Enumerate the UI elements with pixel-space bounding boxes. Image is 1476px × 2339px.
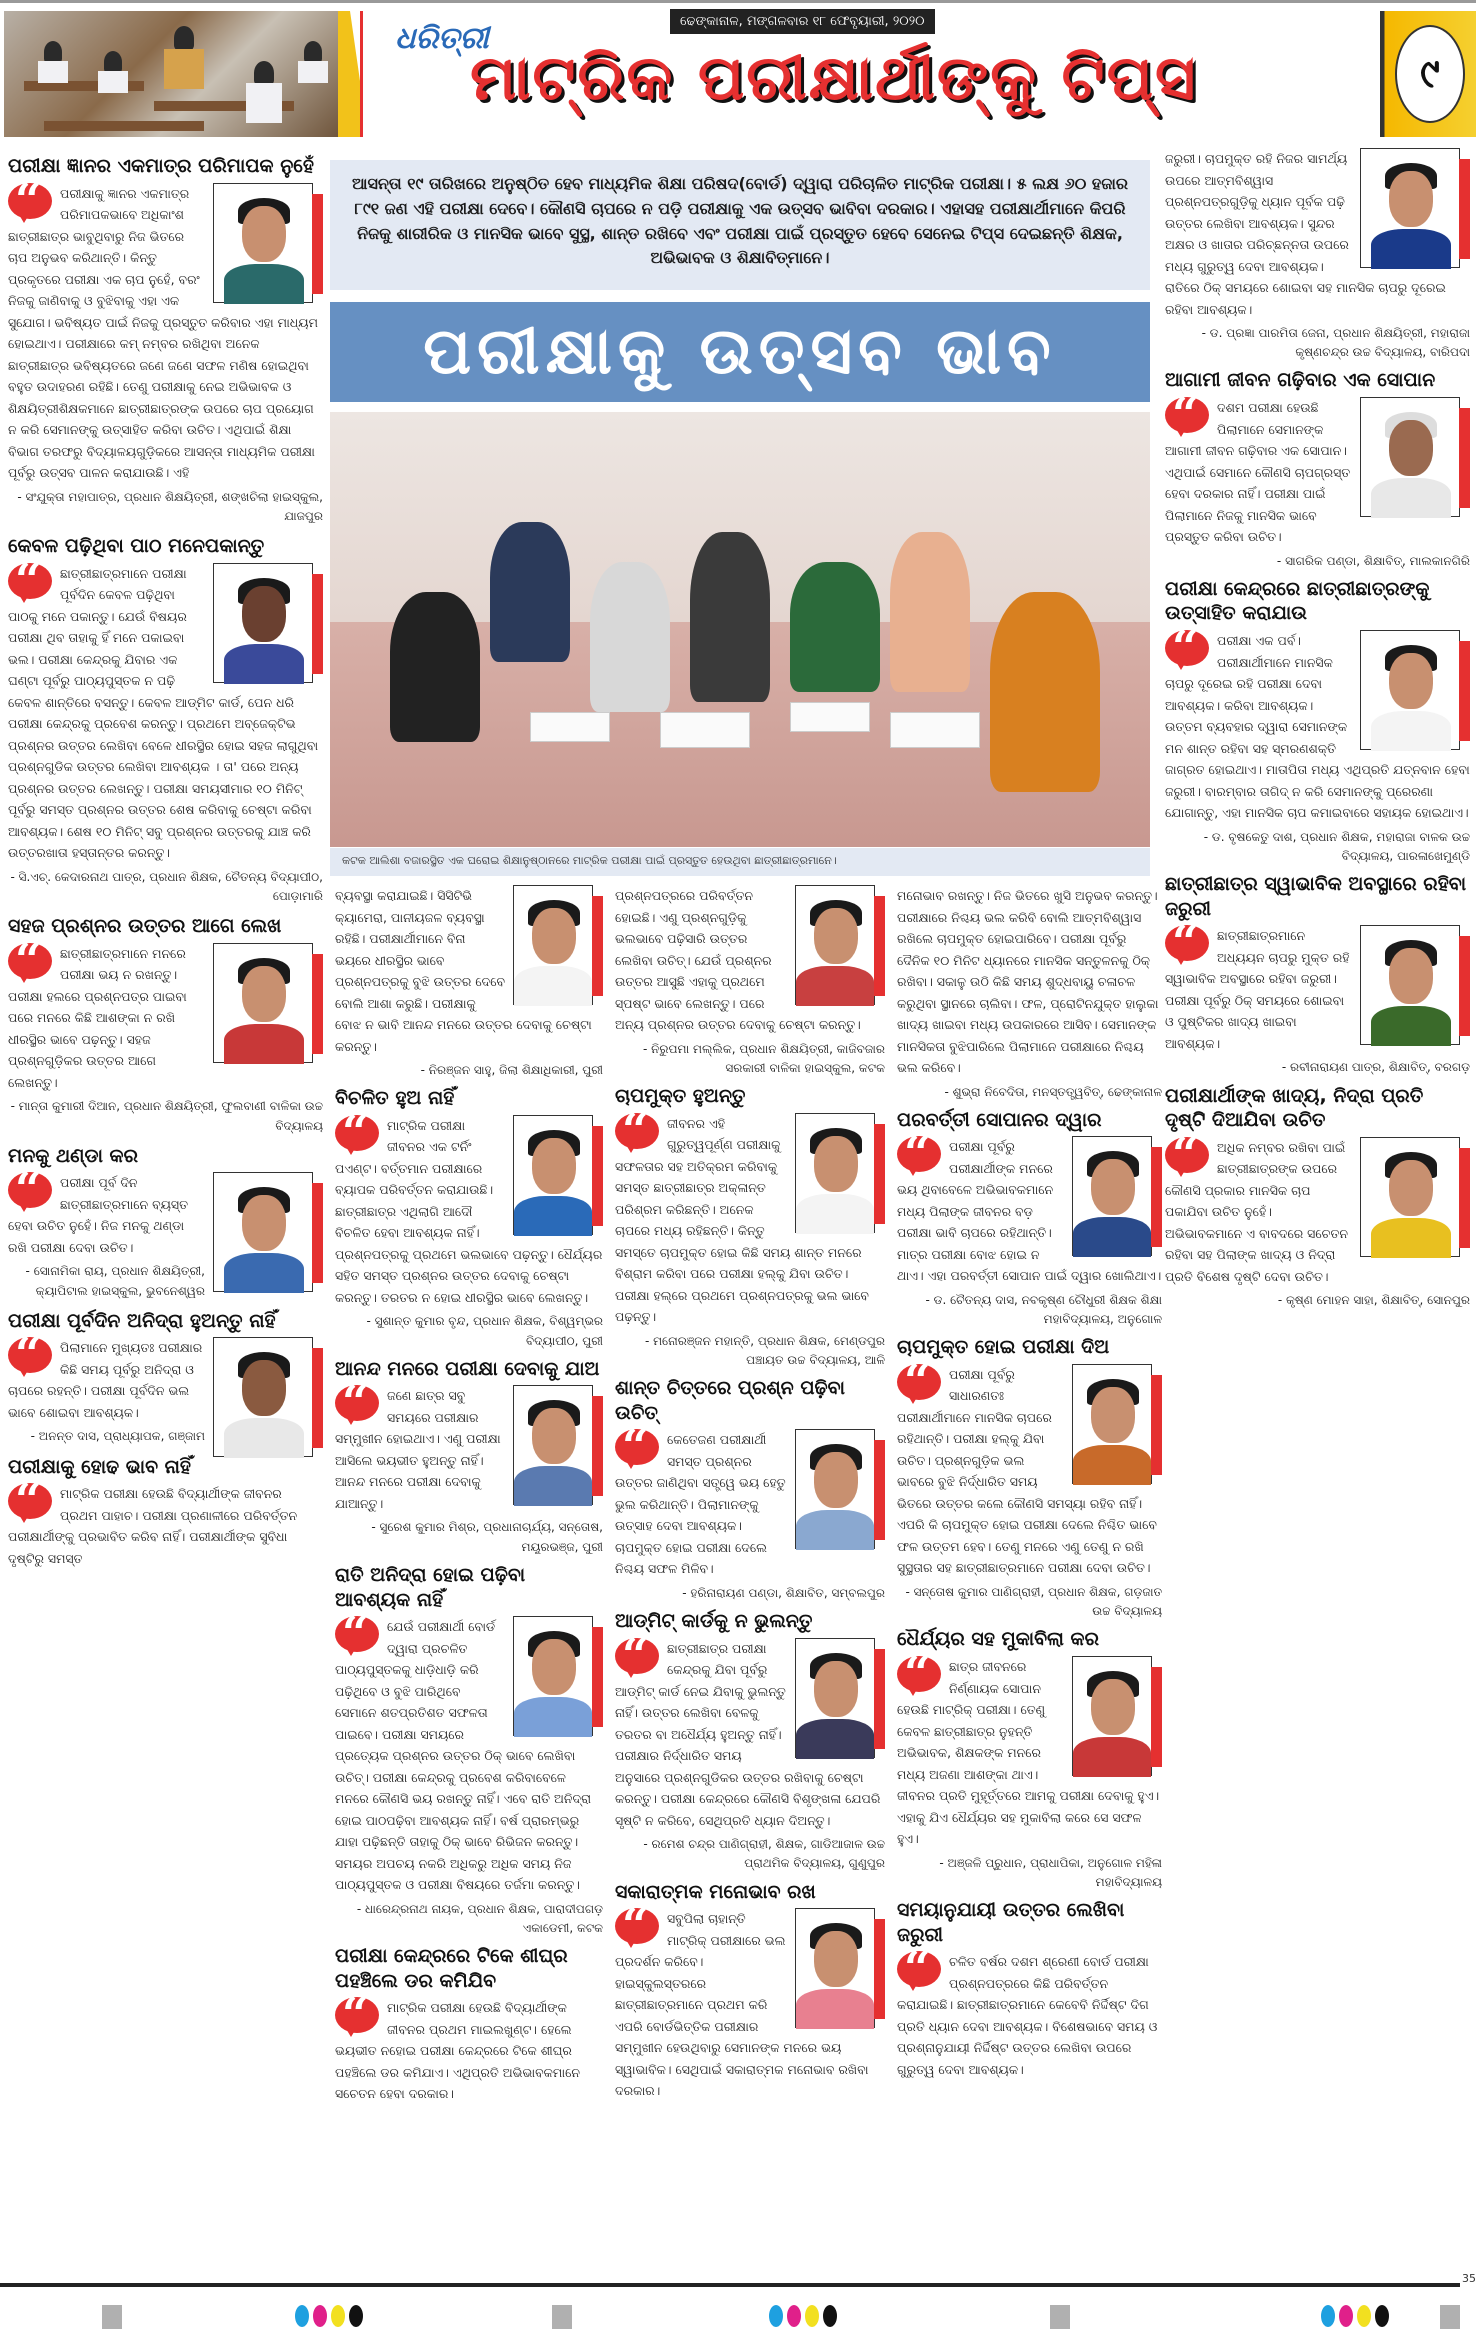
- article-headline: ବିଚଳିତ ହୁଅ ନାହିଁ: [335, 1087, 455, 1110]
- author-photo: [513, 1616, 593, 1736]
- masthead-classroom-photo: [4, 11, 344, 137]
- quote-icon: “: [8, 1337, 54, 1377]
- article-byline: - ଧାରେନ୍ଦ୍ରନାଥ ନାୟକ, ପ୍ରଧାନ ଶିକ୍ଷକ, ପାରାଦୀପଗଡ଼ ଏକାଡେମୀ, କଟକ: [356, 1901, 603, 1935]
- center-left-column: [335, 885, 603, 2105]
- article: [1165, 368, 1470, 570]
- quote-icon: “: [8, 1483, 54, 1523]
- article-headline: ମନକୁ ଥଣ୍ଡା କର: [8, 1144, 139, 1167]
- article-byline: - ମାନ୍ତା କୁମାରୀ ଦିଆନ, ପ୍ରଧାନ ଶିକ୍ଷୟିତ୍ରୀ, ଫୁଲବାଣୀ ବାଳିକା ଉଚ୍ଚ ବିଦ୍ୟାଳୟ: [10, 1099, 323, 1133]
- article: [615, 1880, 885, 2102]
- author-photo: [1360, 1137, 1460, 1257]
- article-body: ପିଲାମାନେ ମୁଖ୍ୟତଃ ପରୀକ୍ଷାର କିଛି ସମୟ ପୂର୍ବରୁ ଅନିଦ୍ରା ଓ ଚାପରେ ରହନ୍ତି। ପରୀକ୍ଷା ପୂର୍ବଦିନ ଭଲ ଭାବେ ଶୋଇବା ଆବଶ୍ୟକ।: [8, 1340, 203, 1420]
- article-body: ଜରୁରୀ। ଚାପମୁକ୍ତ ରହି ନିଜର ସାମର୍ଥ୍ୟ ଉପରେ ଆତ୍ମବିଶ୍ୱାସ ପ୍ରଶ୍ନପତ୍ରଗୁଡ଼ିକୁ ଧ୍ୟାନ ପୂର୍ବକ ପଢ଼ି ଉତ୍ତର ଲେଖିବା ଆବଶ୍ୟକ। ସୁନ୍ଦର ଅକ୍ଷର ଓ ଖାତାର ପରିଚ୍ଛନ୍ନତା ଉପରେ ମଧ୍ୟ ଗୁରୁତ୍ୱ ଦେବା ଆବଶ୍ୟକ। ରାତିରେ ଠିକ୍ ସମୟରେ ଶୋଇବା ସହ ମାନସିକ ଚାପରୁ ଦୂରେଇ ରହିବା ଆବଶ୍ୟକ।: [1165, 151, 1446, 317]
- article-headline: ସକାରାତ୍ମକ ମନୋଭାବ ରଖ: [615, 1880, 816, 1903]
- article-headline: କେବଳ ପଢ଼ିଥିବା ପାଠ ମନେପକାନ୍ତୁ: [8, 535, 265, 558]
- article: [8, 1455, 323, 1570]
- article-body: ପରୀକ୍ଷା ପୂର୍ବ ଦିନ ଛାତ୍ରୀଛାତ୍ରମାନେ ବ୍ୟସ୍ତ ହେବା ଉଚିତ ନୁହେଁ। ନିଜ ମନକୁ ଥଣ୍ଡା ରଖି ପରୀକ୍ଷା ଦେବା ଉଚିତ।: [8, 1175, 188, 1255]
- article-body: ମାଟ୍ରିକ ପରୀକ୍ଷା ଜୀବନର ଏକ ଟର୍ନିଂ ପଏଣ୍ଟ। ବର୍ତ୍ତମାନ ପରୀକ୍ଷାରେ ବ୍ୟାପକ ପରିବର୍ତ୍ତନ କରାଯାଉଛି। ଛାତ୍ରୀଛାତ୍ର ଏଥିଲାଗି ଆଦୌ ବିଚଳିତ ହେବା ଆବଶ୍ୟକ ନାହିଁ। ପ୍ରଶ୍ନପତ୍ରକୁ ପ୍ରଥମେ ଭଲଭାବେ ପଢ଼ନ୍ତୁ। ଧୈର୍ଯ୍ୟର ସହିତ ସମସ୍ତ ପ୍ରଶ୍ନର ଉତ୍ତର ଦେବାକୁ ଚେଷ୍ଟା କରନ୍ତୁ। ତରତର ନ ହୋଇ ଧୀରସ୍ଥିର ଭାବେ ଲେଖନ୍ତୁ।: [335, 1117, 603, 1305]
- article-headline: ଛାତ୍ରୀଛାତ୍ର ସ୍ୱାଭାବିକ ଅବସ୍ଥାରେ ରହିବା ଜରୁରୀ: [1165, 873, 1467, 920]
- article-body: ଅଧିକ ନମ୍ବର ରଖିବା ପାଇଁ ଛାତ୍ରୀଛାତ୍ରଙ୍କ ଉପରେ କୌଣସି ପ୍ରକାର ମାନସିକ ଚାପ ପକାଯିବା ଉଚିତ ନୁହେଁ। ଅଭିଭାବକମାନେ ଏ ବାବଦରେ ସଚେତନ ରହିବା ସହ ପିଲାଙ୍କ ଖାଦ୍ୟ ଓ ନିଦ୍ରା ପ୍ରତି ବିଶେଷ ଦୃଷ୍ଟି ଦେବା ଉଚିତ।: [1165, 1139, 1348, 1284]
- article: [335, 1357, 603, 1557]
- quote-icon: “: [335, 1385, 381, 1425]
- article-byline: - ସାଗରିକ ପଣ୍ଡା, ଶିକ୍ଷାବିତ୍, ମାଲକାନଗିରି: [1276, 553, 1470, 568]
- quote-icon: “: [8, 563, 54, 603]
- article-headline: ଆଡ୍‌ମିଟ୍ କାର୍ଡକୁ ନ ଭୁଲନ୍ତୁ: [615, 1610, 813, 1632]
- article-body: ପରୀକ୍ଷାକୁ ଜ୍ଞାନର ଏକମାତ୍ର ପରିମାପକଭାବେ ଅଧିକାଂଶ ଛାତ୍ରୀଛାତ୍ର ଭାବୁଥିବାରୁ ନିଜ ଭିତରେ ଚାପ ଅନୁଭବ କରିଥାନ୍ତି। କିନ୍ତୁ ପ୍ରକୃତରେ ପରୀକ୍ଷା ଏକ ଚାପ ନୁହେଁ, ବରଂ ନିଜକୁ ଜାଣିବାକୁ ଓ ବୁଝିବାକୁ ଏହା ଏକ ସୁଯୋଗ। ଭବିଷ୍ୟତ ପାଇଁ ନିଜକୁ ପ୍ରସ୍ତୁତ କରିବାର ଏହା ମାଧ୍ୟମ ହୋଇଥାଏ। ପରୀକ୍ଷାରେ କମ୍ ନମ୍ବର ରଖିଥିବା ଅନେକ ଛାତ୍ରୀଛାତ୍ର ଭବିଷ୍ୟତରେ ଜଣେ ଜଣେ ସଫଳ ମଣିଷ ହୋଇଥିବା ବହୁତ ଉଦାହରଣ ରହିଛି। ତେଣୁ ପରୀକ୍ଷାକୁ ନେଇ ଅଭିଭାବକ ଓ ଶିକ୍ଷୟିତ୍ରୀଶିକ୍ଷକମାନେ ଛାତ୍ରୀଛାତ୍ରଙ୍କ ଉପରେ ଚାପ ପ୍ରୟୋଗ ନ କରି ସେମାନଙ୍କୁ ଉତ୍ସାହିତ କରିବା ଉଚିତ। ଏଥିପାଇଁ ଶିକ୍ଷା ବିଭାଗ ତରଫରୁ ବିଦ୍ୟାଳୟଗୁଡ଼ିକରେ ଆସନ୍ତା ମାଧ୍ୟମିକ ପରୀକ୍ଷା ପୂର୍ବରୁ ଉତ୍ସବ ପାଳନ କରାଯାଉଛି। ଏହି: [8, 185, 318, 481]
- author-photo: [213, 1337, 313, 1457]
- article-headline: ଚାପମୁକ୍ତ ହୁଅନ୍ତୁ: [615, 1084, 746, 1107]
- article-byline: - ରମେଶ ଚନ୍ଦ୍ର ପାଣିଗ୍ରାହୀ, ଶିକ୍ଷକ, ଗାଡିଆଜାଳ ଉଚ୍ଚ ପ୍ରାଥମିକ ବିଦ୍ୟାଳୟ, ଗୁଣୁପୁର: [643, 1837, 885, 1871]
- article-body: ବ୍ୟବସ୍ଥା କରାଯାଇଛି। ସିସିଟିଭି କ୍ୟାମେରା, ପାନୀୟଜଳ ବ୍ୟବସ୍ଥା ରହିଛି। ପରୀକ୍ଷାର୍ଥୀମାନେ ବିନା ଭୟରେ ଧୀରସ୍ଥିର ଭାବେ ପ୍ରଶ୍ନପତ୍ରକୁ ବୁଝି ଉତ୍ତର ଦେବେ ବୋଲି ଆଶା କରୁଛି। ପରୀକ୍ଷାକୁ ବୋଝ ନ ଭାବି ଆନନ୍ଦ ମନରେ ଉତ୍ତର ଦେବାକୁ ଚେଷ୍ଟା କରନ୍ତୁ।: [335, 888, 592, 1054]
- newspaper-logo: ଧରିତ୍ରୀ: [395, 21, 489, 56]
- article-headline: ପରୀକ୍ଷା କେନ୍ଦ୍ରରେ ଛାତ୍ରୀଛାତ୍ରଙ୍କୁ ଉତ୍ସାହିତ କରାଯାଉ: [1165, 577, 1430, 625]
- article-headline: ପରୀକ୍ଷାକୁ ହୋଢ ଭାବ ନାହିଁ: [8, 1455, 191, 1478]
- registration-square: [552, 2305, 572, 2329]
- article-body: ପ୍ରଶ୍ନପତ୍ରରେ ପରିବର୍ତ୍ତନ ହୋଇଛି। ଏଣୁ ପ୍ରଶ୍ନଗୁଡ଼ିକୁ ଭଲଭାବେ ପଢ଼ିସାରି ଉତ୍ତର ଲେଖିବା ଉଚିତ୍। ଯେଉଁ ପ୍ରଶ୍ନର ଉତ୍ତର ଆସୁଛି ଏହାକୁ ପ୍ରଥମେ ସ୍ପଷ୍ଟ ଭାବେ ଲେଖନ୍ତୁ। ପରେ ଅନ୍ୟ ପ୍ରଶ୍ନର ଉତ୍ତର ଦେବାକୁ ଚେଷ୍ଟା କରନ୍ତୁ।: [615, 888, 861, 1032]
- article-headline: ଆନନ୍ଦ ମନରେ ପରୀକ୍ଷା ଦେବାକୁ ଯାଅ: [335, 1357, 600, 1380]
- article-byline: - ମନୋରଞ୍ଜନ ମହାନ୍ତି, ପ୍ରଧାନ ଶିକ୍ଷକ, ମେଣ୍ଡପୁର ପଞ୍ଚାୟତ ଉଚ୍ଚ ବିଦ୍ୟାଳୟ, ଆଳି: [644, 1333, 885, 1367]
- author-photo: [1360, 397, 1460, 517]
- article-byline: - ସନ୍ତୋଷ କୁମାର ପାଣିଗ୍ରାହୀ, ପ୍ରଧାନ ଶିକ୍ଷକ, ଗଡ଼ଜାତ ଉଚ୍ଚ ବିଦ୍ୟାଳୟ: [905, 1584, 1162, 1619]
- author-photo: [1072, 1656, 1152, 1776]
- author-photo: [513, 885, 593, 1005]
- author-photo: [213, 563, 313, 683]
- article-headline: ପରୀକ୍ଷାର୍ଥୀଙ୍କ ଖାଦ୍ୟ, ନିଦ୍ରା ପ୍ରତି ଦୃଷ୍ଟି ଦିଆଯିବା ଉଚିତ: [1165, 1084, 1424, 1132]
- article: [897, 885, 1162, 1102]
- banner-headline: ପରୀକ୍ଷାକୁ ଉତ୍ସବ ଭାବ: [330, 302, 1150, 402]
- article-body: ପରୀକ୍ଷା ପୂର୍ବରୁ ପରୀକ୍ଷାର୍ଥୀଙ୍କ ମନରେ ଭୟ ଥିବାବେଳେ ଅଭିଭାବକମାନେ ମଧ୍ୟ ପିଲାଙ୍କ ଜୀବନର ବଡ଼ ପରୀକ୍ଷା ଭାବି ଚାପରେ ରହିଥାନ୍ତି। ମାତ୍ର ପରୀକ୍ଷା ବୋଝ ହୋଇ ନ ଥାଏ। ଏହା ପରବର୍ତ୍ତୀ ସୋପାନ ପାଇଁ ଦ୍ୱାର ଖୋଲିଥାଏ।: [897, 1139, 1162, 1284]
- cmyk-registration-marks: [295, 2305, 363, 2327]
- article-body: ଛାତ୍ରୀଛାତ୍ରମାନେ ପରୀକ୍ଷା ପୂର୍ବଦିନ କେବଳ ପଢ଼ିଥିବା ପାଠକୁ ମନେ ପକାନ୍ତୁ। ଯେଉଁ ବିଷୟର ପରୀକ୍ଷା ଥିବ ତାହାକୁ ହିଁ ମନେ ପକାଇବା ଭଲ। ପରୀକ୍ଷା କେନ୍ଦ୍ରକୁ ଯିବାର ଏକ ଘଣ୍ଟା ପୂର୍ବରୁ ପାଠ୍ୟପୁସ୍ତକ ନ ପଢ଼ି କେବଳ ଶାନ୍ତିରେ ବସନ୍ତୁ। କେବଳ ଆଡ୍‌ମିଟ କାର୍ଡ, ପେନ ଧରି ପରୀକ୍ଷା କେନ୍ଦ୍ରକୁ ପ୍ରବେଶ କରନ୍ତୁ। ପ୍ରଥମେ ଅବ୍‌ଜେକ୍ଟିଭ ପ୍ରଶ୍ନର ଉତ୍ତର ଲେଖିବା ବେଳେ ଧୀରସ୍ଥିର ହୋଇ ସହଜ ଲାଗୁଥିବା ପ୍ରଶ୍ନଗୁଡିକ ଉତ୍ତର ଲେଖିବା ଆବଶ୍ୟକ । ତା' ପରେ ଅନ୍ୟ ପ୍ରଶ୍ନର ଉତ୍ତର ଲେଖନ୍ତୁ। ପରୀକ୍ଷା ସମୟସୀମାର ୧୦ ମିନିଟ୍ ପୂର୍ବରୁ ସମସ୍ତ ପ୍ରଶ୍ନର ଉତ୍ତର ଶେଷ କରିବାକୁ ଚେଷ୍ଟା କରିବା ଆବଶ୍ୟକ। ଶେଷ ୧୦ ମିନିଟ୍ ସବୁ ପ୍ରଶ୍ନର ଉତ୍ତରକୁ ଯାଞ୍ଚ କରି ଉତ୍ତରଖାତା ହସ୍ତାନ୍ତର କରନ୍ତୁ।: [8, 565, 319, 861]
- author-photo: [1072, 1136, 1152, 1256]
- quote-icon: “: [615, 1908, 661, 1948]
- article: [615, 1376, 885, 1603]
- quote-icon: “: [1165, 630, 1211, 670]
- quote-icon: “: [615, 1429, 661, 1469]
- article-byline: - ଅନନ୍ତ ଦାସ, ପ୍ରାଧ୍ୟାପକ, ଗଞ୍ଜାମ: [30, 1429, 205, 1444]
- article-body: ଦଶମ ପରୀକ୍ଷା ହେଉଛି ପିଲାମାନେ ସେମାନଙ୍କ ଆଗାମୀ ଜୀବନ ଗଢ଼ିବାର ଏକ ସୋପାନ। ଏଥିପାଇଁ ସେମାନେ କୌଣସି ଚାପଗ୍ରସ୍ତ ହେବା ଦରକାର ନାହିଁ। ପରୀକ୍ଷା ପାଇଁ ପିଲାମାନେ ନିଜକୁ ମାନସିକ ଭାବେ ପ୍ରସ୍ତୁତ କରିବା ଉଚିତ।: [1165, 400, 1351, 545]
- article-byline: - ଶୁଭ୍ରା ନିବେଦିତା, ମନସ୍ତତ୍ତ୍ୱବିତ୍, ଢେଙ୍କାନାଳ: [944, 1084, 1162, 1099]
- article-body: ଛାତ୍ରୀଛାତ୍ରମାନେ ଅଧ୍ୟୟନ ଚାପରୁ ମୁକ୍ତ ରହି ସ୍ୱାଭାବିକ ଅବସ୍ଥାରେ ରହିବା ଜରୁରୀ। ପରୀକ୍ଷା ପୂର୍ବରୁ ଠିକ୍ ସମୟରେ ଶୋଇବା ଓ ପୁଷ୍ଟିକର ଖାଦ୍ୟ ଖାଇବା ଆବଶ୍ୟକ।: [1165, 928, 1350, 1051]
- article-body: ଛାତ୍ରୀଛାତ୍ରମାନେ ମନରେ ପରୀକ୍ଷା ଭୟ ନ ରଖନ୍ତୁ। ପରୀକ୍ଷା ହଲରେ ପ୍ରଶ୍ନପତ୍ର ପାଇବା ପରେ ମନରେ କିଛି ଆଶଙ୍କା ନ ରଖି ଧୀରସ୍ଥିର ଭାବେ ପଢ଼ନ୍ତୁ। ସହଜ ପ୍ରଶ୍ନଗୁଡ଼ିକର ଉତ୍ତର ଆଗେ ଲେଖନ୍ତୁ।: [8, 945, 187, 1090]
- article: [897, 1108, 1162, 1330]
- page-number-badge: ୯: [1395, 25, 1465, 123]
- quote-icon: “: [1165, 925, 1211, 965]
- article: [8, 1144, 323, 1301]
- article-headline: ପରୀକ୍ଷା କେନ୍ଦ୍ରରେ ଟିକେ ଶୀଘ୍ର ପହଞ୍ଚିଲେ ଡର କମିଯିବ: [335, 1945, 568, 1992]
- quote-icon: “: [8, 183, 54, 223]
- article-byline: - ହରିନାରାୟଣ ପଣ୍ଡା, ଶିକ୍ଷାବିତ, ସମ୍ବଲପୁର: [682, 1585, 885, 1600]
- author-photo: [213, 183, 313, 303]
- quote-icon: “: [8, 943, 54, 983]
- author-photo: [213, 943, 313, 1063]
- article: [1165, 872, 1470, 1078]
- author-photo: [795, 1908, 875, 2028]
- article-byline: - ଅଞ୍ଜଳି ପ୍ରୁଧାନ, ପ୍ରାଧାପିକା, ଅନୁଗୋଳ ମହିଳା ମହାବିଦ୍ୟାଳୟ: [939, 1855, 1162, 1889]
- article-byline: - ସି.ଏଚ୍. କେଦାରନାଥ ପାତ୍ର, ପ୍ରଧାନ ଶିକ୍ଷକ, ଚୈତନ୍ୟ ବିଦ୍ୟାପୀଠ, ପୋଡ଼ାମାରି: [10, 869, 323, 903]
- footer-rule: [0, 2283, 1460, 2287]
- article-body: ମନୋଭାବ ରଖନ୍ତୁ। ନିଜ ଭିତରେ ଖୁସି ଅନୁଭବ କରନ୍ତୁ। ପରୀକ୍ଷାରେ ନିଶ୍ଚୟ ଭଲ କରିବି ବୋଲି ଆତ୍ମବିଶ୍ୱାସ ରଖିଲେ ଚାପମୁକ୍ତ ହୋଇପାରିବେ। ପରୀକ୍ଷା ପୂର୍ବରୁ ଦୈନିକ ୧୦ ମିନିଟ ଧ୍ୟାନରେ ମାନସିକ ସନ୍ତୁଳନକୁ ଠିକ୍ ରଖିବା। ସକାଳୁ ଉଠି କିଛି ସମୟ ଶୁଦ୍ଧବାୟୁ ଚଳାଚଳ କରୁଥିବା ସ୍ଥାନରେ ଚାଲିବା। ଫଳ, ପ୍ରୋଟିନଯୁକ୍ତ ହାଲୁକା ଖାଦ୍ୟ ଖାଇବା ମଧ୍ୟ ଉପକାରରେ ଆସିବ। ସେମାନଙ୍କ ମାନସିକତା ବୁଝିପାରିଲେ ପିଲାମାନେ ପରୀକ୍ଷାରେ ନିଶ୍ଚୟ ଭଲ କରିବେ।: [897, 888, 1159, 1075]
- article-headline: ସହଜ ପ୍ରଶ୍ନର ଉତ୍ତର ଆଗେ ଲେଖ: [8, 915, 282, 938]
- article: [1165, 148, 1470, 362]
- article: [335, 1086, 603, 1351]
- quote-icon: “: [615, 1113, 661, 1153]
- left-column: [8, 148, 323, 1569]
- article-body: କେତେଜଣ ପରୀକ୍ଷାର୍ଥୀ ସମସ୍ତ ପ୍ରଶ୍ନର ଉତ୍ତର ଜାଣିଥିବା ସତ୍ତ୍ୱେ ଭୟ ହେତୁ ଭୁଲ କରିଥାନ୍ତି। ପିଲାମାନଙ୍କୁ ଉତ୍ସାହ ଦେବା ଆବଶ୍ୟକ। ଚାପମୁକ୍ତ ହୋଇ ପରୀକ୍ଷା ଦେଲେ ନିଶ୍ଚୟ ସଫଳ ମିଳିବ।: [615, 1432, 786, 1577]
- author-photo: [1360, 925, 1460, 1045]
- center-right-column: [897, 885, 1162, 2080]
- dateline: ଢେଙ୍କାନାଳ, ମଙ୍ଗଳବାର ୧୮ ଫେବୃୟାରୀ, ୨୦୨୦: [670, 9, 935, 34]
- article-body: ମାଟ୍ରିକ ପରୀକ୍ଷା ହେଉଛି ବିଦ୍ୟାର୍ଥୀଙ୍କ ଜୀବନର ପ୍ରଥମ ମାଇଲଖୁଣ୍ଟ। ହେଲେ ଭୟଭୀତ ନହୋଇ ପରୀକ୍ଷା କେନ୍ଦ୍ରରେ ଟିକେ ଶୀଘ୍ର ପହଞ୍ଚିଲେ ଡର କମିଯାଏ। ଏଥିପ୍ରତି ଅଭିଭାବକମାନେ ସଚେତନ ହେବା ଦରକାର।: [335, 2000, 580, 2102]
- article: [335, 885, 603, 1080]
- article-headline: ଶାନ୍ତ ଚିତ୍ତରେ ପ୍ରଶ୍ନ ପଢ଼ିବା ଉଚିତ୍: [615, 1376, 845, 1424]
- registration-square: [1440, 2305, 1460, 2329]
- quote-icon: “: [335, 1997, 381, 2037]
- article-byline: - ଡ. ଚୈତନ୍ୟ ଦାସ, ନବକୃଷ୍ଣ ଚୌଧୁରୀ ଶିକ୍ଷକ ଶିକ୍ଷା ମହାବିଦ୍ୟାଳୟ, ଅନୁଗୋଳ: [925, 1292, 1162, 1327]
- article: [615, 1084, 885, 1370]
- article-byline: - ସୁଶାନ୍ତ କୁମାର ବୃନ୍ଦ, ପ୍ରଧାନ ଶିକ୍ଷକ, ବିଶ୍ୱମ୍ଭର ବିଦ୍ୟାପୀଠ, ପୁରୀ: [366, 1314, 603, 1348]
- author-photo: [513, 1115, 593, 1235]
- article-headline: ଚାପମୁକ୍ତ ହୋଇ ପରୀକ୍ଷା ଦିଅ: [897, 1336, 1110, 1359]
- author-photo: [513, 1385, 593, 1505]
- article-byline: - ଡ. ପ୍ରଜ୍ଞା ପାରମିତା ଜେନା, ପ୍ରଧାନ ଶିକ୍ଷୟିତ୍ରୀ, ମହାରାଜା କୃଷ୍ଣଚନ୍ଦ୍ର ଉଚ୍ଚ ବିଦ୍ୟାଳୟ, ବାରିପଦା: [1201, 326, 1470, 360]
- quote-icon: “: [897, 1951, 943, 1991]
- article-byline: - ସୋନାମିକା ରାୟ, ପ୍ରଧାନ ଶିକ୍ଷୟିତ୍ରୀ, କ୍ୟାପିଟାଲ ହାଇସ୍କୁଲ, ଭୁବନେଶ୍ୱର: [25, 1264, 205, 1298]
- page-title: ମାଟ୍ରିକ ପରୀକ୍ଷାର୍ଥୀଙ୍କୁ ଟିପ୍ସ: [470, 41, 1198, 114]
- quote-icon: “: [8, 1172, 54, 1212]
- article-body: ଛାତ୍ରୀଛାତ୍ର ପରୀକ୍ଷା କେନ୍ଦ୍ରକୁ ଯିବା ପୂର୍ବରୁ ଆଡ୍‌ମିଟ୍ କାର୍ଡ ନେଇ ଯିବାକୁ ଭୁଲନ୍ତୁ ନାହିଁ। ଉତ୍ତର ଲେଖିବା ବେଳକୁ ତରତର ବା ଅଧୈର୍ଯ୍ୟ ହୁଅନ୍ତୁ ନାହିଁ। ପରୀକ୍ଷାର ନିର୍ଦ୍ଧାରିତ ସମୟ ଅନୁସାରେ ପ୍ରଶ୍ନଗୁଡିକର ଉତ୍ତର ରଖିବାକୁ ଚେଷ୍ଟା କରନ୍ତୁ। ପରୀକ୍ଷା କେନ୍ଦ୍ରରେ କୌଣସି ବିଶୃଙ୍ଖଳା ଯେପରି ସୃଷ୍ଟି ନ କରିବେ, ସେଥିପ୍ରତି ଧ୍ୟାନ ଦିଅନ୍ତୁ।: [615, 1640, 881, 1828]
- article-body: ଜୀବନର ଏହି ଗୁରୁତ୍ୱପୂର୍ଣ୍ଣ ପରୀକ୍ଷାକୁ ସଫଳତାର ସହ ଅତିକ୍ରମ କରିବାକୁ ସମସ୍ତ ଛାତ୍ରୀଛାତ୍ର ଅକ୍ଳାନ୍ତ ପରିଶ୍ରମ କରିଛନ୍ତି। ଅନେକ ଚାପରେ ମଧ୍ୟ ରହିଛନ୍ତି। କିନ୍ତୁ ସମସ୍ତେ ଚାପମୁକ୍ତ ହୋଇ କିଛି ସମୟ ଶାନ୍ତ ମନରେ ବିଶ୍ରାମ କରିବା ପରେ ପରୀକ୍ଷା ହଲ୍‌କୁ ଯିବା ଉଚିତ। ପରୀକ୍ଷା ହଲ୍‌ରେ ପ୍ରଥମେ ପ୍ରଶ୍ନପତ୍ରକୁ ଭଲ ଭାବେ ପଢ଼ନ୍ତୁ।: [615, 1115, 869, 1325]
- masthead: [0, 0, 1476, 138]
- main-photo: [330, 412, 1150, 847]
- quote-icon: “: [335, 1115, 381, 1155]
- article: [897, 1335, 1162, 1621]
- article: [8, 1309, 323, 1447]
- article: [335, 1563, 603, 1938]
- author-photo: [1360, 630, 1460, 750]
- cmyk-registration-marks: [769, 2305, 837, 2327]
- author-photo: [795, 1429, 875, 1549]
- author-photo: [795, 885, 875, 1005]
- quote-icon: “: [615, 1638, 661, 1678]
- article-body: ପରୀକ୍ଷା ଏକ ପର୍ବ। ପରୀକ୍ଷାର୍ଥୀମାନେ ମାନସିକ ଚାପରୁ ଦୂରେଇ ରହି ପରୀକ୍ଷା ଦେବା ଆବଶ୍ୟକ। କରିବା ଆବଶ୍ୟକ। ଉତ୍ତମ ବ୍ୟବହାର ଦ୍ୱାରା ସେମାନଙ୍କ ମନ ଶାନ୍ତ ରହିବା ସହ ସ୍ମରଣଶକ୍ତି ଜାଗ୍ରତ ହୋଇଥାଏ। ମାତାପିତା ମଧ୍ୟ ଏଥିପ୍ରତି ଯତ୍ନବାନ ହେବା ଜରୁରୀ। ବାରମ୍ବାର ତାଗିଦ୍ ନ କରି ସେମାନଙ୍କୁ ପ୍ରେରଣା ଯୋଗାନ୍ତୁ, ଏହା ମାନସିକ ଚାପ କମାଇବାରେ ସହାୟକ ହୋଇଥାଏ।: [1165, 633, 1470, 821]
- article-headline: ଆଗାମୀ ଜୀବନ ଗଢ଼ିବାର ଏକ ସୋପାନ: [1165, 369, 1436, 392]
- article: [1165, 1084, 1470, 1311]
- article: [615, 885, 885, 1078]
- right-column: [1165, 148, 1470, 1311]
- article: [335, 1944, 603, 2105]
- article-body: ମାଟ୍ରିକ ପରୀକ୍ଷା ହେଉଛି ବିଦ୍ୟାର୍ଥୀଙ୍କ ଜୀବନର ପ୍ରଥମ ପାହାଚ। ପରୀକ୍ଷା ପ୍ରଣାଳୀରେ ପରିବର୍ତ୍ତନ ପରୀକ୍ଷାର୍ଥୀଙ୍କୁ ପ୍ରଭାବିତ କରିବ ନାହିଁ। ପରୀକ୍ଷାର୍ଥୀଙ୍କ ସୁବିଧା ଦୃଷ୍ଟିରୁ ସମସ୍ତ: [8, 1486, 298, 1566]
- registration-square: [1050, 2305, 1070, 2329]
- article: [897, 1898, 1162, 2080]
- center-column: [615, 885, 885, 2102]
- article-headline: ପରୀକ୍ଷା ଜ୍ଞାନର ଏକମାତ୍ର ପରିମାପକ ନୁହେଁ: [8, 155, 314, 177]
- article: [1165, 577, 1470, 866]
- photo-caption: କଟକ ଆଲିଶା ବଜାରସ୍ଥିତ ଏକ ଘରୋଇ ଶିକ୍ଷାନୁଷ୍ଠାନରେ ମାଟ୍ରିକ ପରୀକ୍ଷା ପାଇଁ ପ୍ରସ୍ତୁତ ହେଉଥିବା ଛାତ୍ରୀଛାତ୍ରମାନେ।: [330, 848, 1150, 876]
- quote-icon: “: [335, 1616, 381, 1656]
- article-byline: - ନିରୁପମା ମଲ୍ଲିକ, ପ୍ରଧାନ ଶିକ୍ଷୟିତ୍ରୀ, କାଜିବଜାର ସରକାରୀ ବାଳିକା ହାଇସ୍କୁଲ, କଟକ: [642, 1041, 885, 1075]
- article-headline: ପରବର୍ତ୍ତୀ ସୋପାନର ଦ୍ୱାର: [897, 1108, 1102, 1131]
- article-headline: ଧୈର୍ଯ୍ୟର ସହ ମୁକାବିଲା କର: [897, 1628, 1099, 1651]
- article: [8, 154, 323, 526]
- article-body: ଯେଉଁ ପରୀକ୍ଷାର୍ଥୀ ବୋର୍ଡ ଦ୍ୱାରା ପ୍ରଚଳିତ ପାଠ୍ୟପୁସ୍ତକକୁ ଧାଡ଼ିଧାଡ଼ି କରି ପଢ଼ିଥିବେ ଓ ବୁଝି ପାରିଥିବେ ସେମାନେ ଶତପ୍ରତିଶତ ସଫଳତା ପାଇବେ। ପରୀକ୍ଷା ସମୟରେ ପ୍ରତ୍ୟେକ ପ୍ରଶ୍ନର ଉତ୍ତର ଠିକ୍ ଭାବେ ଲେଖିବା ଉଚିତ୍। ପରୀକ୍ଷା କେନ୍ଦ୍ରକୁ ପ୍ରବେଶ କରିବାବେଳେ ମନରେ କୌଣସି ଭୟ ରଖନ୍ତୁ ନାହିଁ। ଏବେ ରାତି ଅନିଦ୍ରା ହୋଇ ପାଠପଢ଼ିବା ଆବଶ୍ୟକ ନାହିଁ। ବର୍ଷ ପ୍ରାରମ୍ଭରୁ ଯାହା ପଢ଼ିଛନ୍ତି ତାହାକୁ ଠିକ୍ ଭାବେ ରିଭିଜନ କରନ୍ତୁ। ସମୟର ଅପଚୟ ନକରି ଅଧିକରୁ ଅଧିକ ସମୟ ନିଜ ପାଠ୍ୟପୁସ୍ତକ ଓ ପରୀକ୍ଷା ବିଷୟରେ ତର୍ଜମା କରନ୍ତୁ।: [335, 1619, 592, 1893]
- article: [8, 534, 323, 906]
- article-body: ପରୀକ୍ଷା ପୂର୍ବରୁ ସାଧାରଣତଃ ପରୀକ୍ଷାର୍ଥୀମାନେ ମାନସିକ ଚାପରେ ରହିଥାନ୍ତି। ପରୀକ୍ଷା ହଲ୍‌କୁ ଯିବା ଉଚିତ। ପ୍ରଶ୍ନଗୁଡ଼ିକ ଭଲ ଭାବରେ ବୁଝି ନିର୍ଦ୍ଧାରିତ ସମୟ ଭିତରେ ଉତ୍ତର କଲେ କୌଣସି ସମସ୍ୟା ରହିବ ନାହିଁ। ଏପରି କି ଚାପମୁକ୍ତ ହୋଇ ପରୀକ୍ଷା ଦେଲେ ନିଶ୍ଚିତ ଭାବେ ଫଳ ଉତ୍ତମ ହେବ। ତେଣୁ ମନରେ ଏଣୁ ତେଣୁ ନ ରଖି ସୁସ୍ଥତାର ସହ ଛାତ୍ରୀଛାତ୍ରମାନେ ପରୀକ୍ଷା ଦେବା ଉଚିତ।: [897, 1366, 1157, 1576]
- article-body: ଛାତ୍ର ଜୀବନରେ ନିର୍ଣ୍ଣାୟକ ସୋପାନ ହେଉଛି ମାଟ୍ରିକ୍ ପରୀକ୍ଷା। ତେଣୁ କେବଳ ଛାତ୍ରୀଛାତ୍ର ନୁହନ୍ତି ଅଭିଭାବକ, ଶିକ୍ଷକଙ୍କ ମନରେ ମଧ୍ୟ ଅଜଣା ଆଶଙ୍କା ଥାଏ। ଜୀବନର ପ୍ରତି ମୁହୂର୍ତ୍ତରେ ଆମକୁ ପରୀକ୍ଷା ଦେବାକୁ ହୁଏ। ଏହାକୁ ଯିଏ ଧୈର୍ଯ୍ୟର ସହ ମୁକାବିଲା କରେ ସେ ସଫଳ ହୁଏ।: [897, 1659, 1160, 1846]
- article-headline: ରାତି ଅନିଦ୍ରା ହୋଇ ପଢ଼ିବା ଆବଶ୍ୟକ ନାହିଁ: [335, 1563, 526, 1611]
- quote-icon: “: [1165, 397, 1211, 437]
- article-body: ସବୁପିଲା ଚାହାନ୍ତି ମାଟ୍ରିକ୍ ପରୀକ୍ଷାରେ ଭଲ ପ୍ରଦର୍ଶନ କରିବେ। ହାଇସ୍କୁଲସ୍ତରରେ ଛାତ୍ରୀଛାତ୍ରମାନେ ପ୍ରଥମ କରି ଏପରି ବୋର୍ଡଭିତ୍ତିକ ପରୀକ୍ଷାର ସମ୍ମୁଖୀନ ହେଉଥିବାରୁ ସେମାନଙ୍କ ମନରେ ଭୟ ସ୍ୱାଭାବିକ। ସେଥିପାଇଁ ସକାରାତ୍ମକ ମନୋଭାବ ରଖିବା ଦରକାର।: [615, 1911, 869, 2099]
- article-byline: - ନିରଞ୍ଜନ ସାହୁ, ଜିଲା ଶିକ୍ଷାଧିକାରୀ, ପୁରୀ: [420, 1063, 603, 1077]
- article-byline: - ସଂଯୁକ୍ତା ମହାପାତ୍ର, ପ୍ରଧାନ ଶିକ୍ଷୟିତ୍ରୀ, ଶଙ୍ଖଚିଲା ହାଇସ୍କୁଲ, ଯାଜପୁର: [17, 489, 323, 523]
- cmyk-registration-marks: [1321, 2305, 1389, 2327]
- registration-square: [102, 2305, 122, 2329]
- author-photo: [213, 1172, 313, 1292]
- article: [615, 1609, 885, 1874]
- article-byline: - ରବୀନାରାୟଣ ପାତ୍ର, ଶିକ୍ଷାବିତ୍, ବରଗଡ଼: [1281, 1060, 1470, 1075]
- folio-page-number: 35: [1462, 2272, 1476, 2285]
- article-byline: - ସୁରେଶ କୁମାର ମିଶ୍ର, ପ୍ରଧାନାଚାର୍ଯ୍ୟ, ସନ୍ତୋଷ, ମୟୂରଭଞ୍ଜ, ପୁରୀ: [371, 1520, 603, 1554]
- article-headline: ସମୟାନୁଯାୟୀ ଉତ୍ତର ଲେଖିବା ଜରୁରୀ: [897, 1898, 1125, 1946]
- author-photo: [795, 1638, 875, 1758]
- quote-icon: “: [897, 1656, 943, 1696]
- quote-icon: “: [897, 1364, 943, 1404]
- author-photo: [1360, 148, 1460, 268]
- article-byline: - ଡ. ବୃଷକେତୁ ଦାଶ, ପ୍ରଧାନ ଶିକ୍ଷକ, ମହାରାଜା ବାଳକ ଉଚ୍ଚ ବିଦ୍ୟାଳୟ, ପାରଳାଖେମୁଣ୍ଡି: [1203, 829, 1470, 863]
- article-body: ଚଳିତ ବର୍ଷର ଦଶମ ଶ୍ରେଣୀ ବୋର୍ଡ ପରୀକ୍ଷା ପ୍ରଶ୍ନପତ୍ରରେ କିଛି ପରିବର୍ତ୍ତନ କରାଯାଇଛି। ଛାତ୍ରୀଛାତ୍ରମାନେ କେବେବି ନିର୍ଦ୍ଦିଷ୍ଟ ଦିଗ ପ୍ରତି ଧ୍ୟାନ ଦେବା ଆବଶ୍ୟକ। ବିଶେଷଭାବେ ସମୟ ଓ ପ୍ରଶ୍ନାନୁଯାୟୀ ନିର୍ଦ୍ଦିଷ୍ଟ ଉତ୍ତର ଲେଖିବା ଉପରେ ଗୁରୁତ୍ୱ ଦେବା ଆବଶ୍ୟକ।: [897, 1954, 1158, 2077]
- article-body: ଜଣେ ଛାତ୍ର ସବୁ ସମୟରେ ପରୀକ୍ଷାର ସମ୍ମୁଖୀନ ହୋଇଥାଏ। ଏଣୁ ପରୀକ୍ଷା ଆସିଲେ ଭୟଭୀତ ହୁଅନ୍ତୁ ନାହିଁ। ଆନନ୍ଦ ମନରେ ପରୀକ୍ଷା ଦେବାକୁ ଯାଆନ୍ତୁ।: [335, 1388, 501, 1511]
- article: [8, 914, 323, 1136]
- intro-box: ଆସନ୍ତା ୧୯ ତାରିଖରେ ଅନୁଷ୍ଠିତ ହେବ ମାଧ୍ୟମିକ ଶିକ୍ଷା ପରିଷଦ(ବୋର୍ଡ) ଦ୍ୱାରା ପରିଚାଳିତ ମାଟ୍ରିକ ପରୀକ୍ଷା। ୫ ଲକ୍ଷ ୬୦ ହଜାର ୮୯୧ ଜଣ ଏହି ପରୀକ୍ଷା ଦେବେ। କୌଣସି ଚାପରେ ନ ପଡ଼ି ପରୀକ୍ଷାକୁ ଏକ ଉତ୍ସବ ଭାବିବା ଦରକାର। ଏହାସହ ପରୀକ୍ଷାର୍ଥୀମାନେ କିପରି ନିଜକୁ ଶାରୀରିକ ଓ ମାନସିକ ଭାବେ ସୁସ୍ଥ, ଶାନ୍ତ ରଖିବେ ଏବଂ ପରୀକ୍ଷା ପାଇଁ ପ୍ରସ୍ତୁତ ହେବେ ସେନେଇ ଟିପ୍ସ ଦେଇଛନ୍ତି ଶିକ୍ଷକ, ଅଭିଭାବକ ଓ ଶିକ୍ଷାବିତ୍‌ମାନେ।: [330, 160, 1150, 290]
- quote-icon: “: [897, 1136, 943, 1176]
- quote-icon: “: [1165, 1137, 1211, 1177]
- article-byline: - କୃଷ୍ଣ ମୋହନ ସାହା, ଶିକ୍ଷାବିତ୍, ସୋନପୁର: [1277, 1293, 1470, 1308]
- author-photo: [1072, 1364, 1152, 1484]
- article: [897, 1627, 1162, 1892]
- article-headline: ପରୀକ୍ଷା ପୂର୍ବଦିନ ଅନିଦ୍ରା ହୁଅନ୍ତୁ ନାହିଁ: [8, 1309, 276, 1332]
- author-photo: [795, 1113, 875, 1233]
